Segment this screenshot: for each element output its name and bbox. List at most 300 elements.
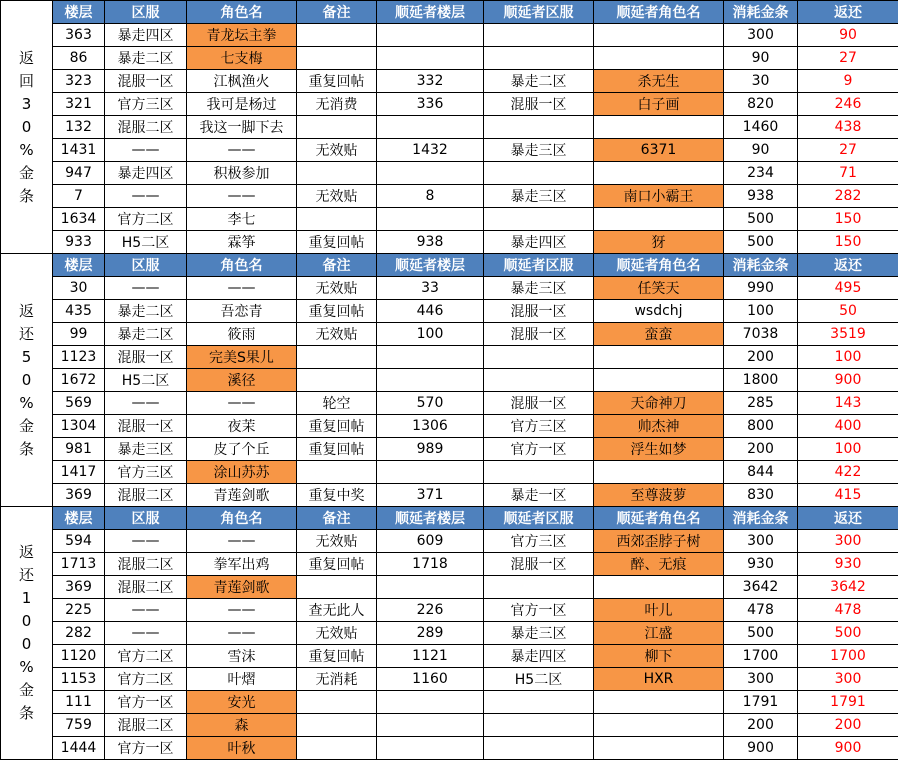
section-label-char: 5 <box>21 347 32 366</box>
floor-cell: 369 <box>53 576 105 599</box>
column-header: 区服 <box>105 254 187 277</box>
role-name-cell: 积极参加 <box>187 162 297 185</box>
table-row <box>1 346 898 369</box>
successor-name-cell: 犽 <box>594 231 724 254</box>
server-cell: 暴走二区 <box>105 300 187 323</box>
successor-server-cell <box>484 116 594 139</box>
header-row <box>1 1 898 24</box>
note-cell: 查无此人 <box>297 599 377 622</box>
return-cell: 478 <box>798 599 898 622</box>
server-cell: H5二区 <box>105 231 187 254</box>
server-cell: —— <box>105 185 187 208</box>
successor-floor-cell: 371 <box>377 484 484 507</box>
server-cell: 混服一区 <box>105 70 187 93</box>
role-name-cell: 霖筝 <box>187 231 297 254</box>
column-header: 区服 <box>105 507 187 530</box>
successor-floor-cell: 336 <box>377 93 484 116</box>
role-name-cell: 雪沫 <box>187 645 297 668</box>
section-label-char: 条 <box>18 186 34 205</box>
cost-cell: 478 <box>724 599 798 622</box>
successor-name-cell <box>594 47 724 70</box>
successor-server-cell: 官方三区 <box>484 415 594 438</box>
return-cell: 27 <box>798 139 898 162</box>
successor-name-cell: 任笑天 <box>594 277 724 300</box>
successor-floor-cell: 1160 <box>377 668 484 691</box>
successor-name-cell <box>594 576 724 599</box>
server-cell: 官方二区 <box>105 645 187 668</box>
successor-name-cell: 江盛 <box>594 622 724 645</box>
note-cell <box>297 461 377 484</box>
successor-name-cell: 杀无生 <box>594 70 724 93</box>
floor-cell: 225 <box>53 599 105 622</box>
cost-cell: 900 <box>724 737 798 760</box>
cost-cell: 200 <box>724 346 798 369</box>
server-cell: 暴走四区 <box>105 162 187 185</box>
role-name-cell: —— <box>187 185 297 208</box>
column-header: 返还 <box>798 1 898 24</box>
successor-floor-cell: 989 <box>377 438 484 461</box>
table-row <box>1 70 898 93</box>
successor-name-cell: 蛮蛮 <box>594 323 724 346</box>
successor-floor-cell: 570 <box>377 392 484 415</box>
return-cell: 150 <box>798 231 898 254</box>
successor-server-cell: 暴走三区 <box>484 277 594 300</box>
table-row <box>1 645 898 668</box>
return-cell: 143 <box>798 392 898 415</box>
return-cell: 246 <box>798 93 898 116</box>
return-cell: 282 <box>798 185 898 208</box>
successor-name-cell <box>594 162 724 185</box>
role-name-cell: 拳军出鸡 <box>187 553 297 576</box>
role-name-cell: 安光 <box>187 691 297 714</box>
column-header: 备注 <box>297 1 377 24</box>
table-row <box>1 47 898 70</box>
floor-cell: 99 <box>53 323 105 346</box>
table-row <box>1 231 898 254</box>
section-label-char: 0 <box>21 117 32 136</box>
successor-floor-cell: 100 <box>377 323 484 346</box>
floor-cell: 594 <box>53 530 105 553</box>
note-cell <box>297 47 377 70</box>
floor-cell: 132 <box>53 116 105 139</box>
column-header: 返还 <box>798 254 898 277</box>
role-name-cell: 我这一脚下去 <box>187 116 297 139</box>
successor-server-cell: 官方一区 <box>484 438 594 461</box>
section-label-char: 金 <box>18 681 34 699</box>
note-cell: 无效贴 <box>297 139 377 162</box>
successor-server-cell: 混服一区 <box>484 323 594 346</box>
server-cell: 官方二区 <box>105 208 187 231</box>
section-label-char: % <box>19 393 34 412</box>
role-name-cell: 江枫渔火 <box>187 70 297 93</box>
successor-floor-cell: 289 <box>377 622 484 645</box>
section-label-char: 0 <box>21 612 32 630</box>
successor-name-cell <box>594 714 724 737</box>
return-cell: 150 <box>798 208 898 231</box>
floor-cell: 1120 <box>53 645 105 668</box>
role-name-cell: 叶熠 <box>187 668 297 691</box>
role-name-cell: 皮了个丘 <box>187 438 297 461</box>
successor-floor-cell <box>377 208 484 231</box>
table-row <box>1 162 898 185</box>
column-header: 顺延者楼层 <box>377 1 484 24</box>
cost-cell: 300 <box>724 530 798 553</box>
floor-cell: 86 <box>53 47 105 70</box>
server-cell: —— <box>105 139 187 162</box>
floor-cell: 111 <box>53 691 105 714</box>
cost-cell: 300 <box>724 668 798 691</box>
successor-floor-cell <box>377 461 484 484</box>
column-header: 顺延者区服 <box>484 507 594 530</box>
table-row <box>1 208 898 231</box>
column-header: 区服 <box>105 1 187 24</box>
column-header: 楼层 <box>53 507 105 530</box>
successor-server-cell: 混服一区 <box>484 93 594 116</box>
note-cell <box>297 208 377 231</box>
successor-floor-cell <box>377 47 484 70</box>
successor-name-cell <box>594 208 724 231</box>
successor-server-cell <box>484 369 594 392</box>
role-name-cell: 吾恋青 <box>187 300 297 323</box>
column-header: 备注 <box>297 507 377 530</box>
successor-floor-cell: 33 <box>377 277 484 300</box>
floor-cell: 369 <box>53 484 105 507</box>
column-header: 角色名 <box>187 1 297 24</box>
section-label-text <box>1 47 52 208</box>
cost-cell: 830 <box>724 484 798 507</box>
floor-cell: 759 <box>53 714 105 737</box>
successor-server-cell <box>484 47 594 70</box>
role-name-cell: 夜茉 <box>187 415 297 438</box>
note-cell <box>297 24 377 47</box>
table-row <box>1 185 898 208</box>
successor-name-cell: 叶儿 <box>594 599 724 622</box>
section-label-char: 0 <box>21 370 32 389</box>
successor-name-cell <box>594 691 724 714</box>
successor-server-cell <box>484 24 594 47</box>
section-label-char: 0 <box>21 635 32 653</box>
cost-cell: 1460 <box>724 116 798 139</box>
note-cell: 重复回帖 <box>297 415 377 438</box>
column-header: 角色名 <box>187 507 297 530</box>
table-row <box>1 622 898 645</box>
return-cell: 438 <box>798 116 898 139</box>
cost-cell: 1700 <box>724 645 798 668</box>
return-cell: 400 <box>798 415 898 438</box>
note-cell: 无效贴 <box>297 277 377 300</box>
successor-name-cell <box>594 24 724 47</box>
cost-cell: 200 <box>724 714 798 737</box>
floor-cell: 282 <box>53 622 105 645</box>
successor-floor-cell <box>377 346 484 369</box>
role-name-cell: 筱雨 <box>187 323 297 346</box>
successor-server-cell: 混服一区 <box>484 300 594 323</box>
cost-cell: 800 <box>724 415 798 438</box>
section-label-char: 还 <box>18 324 34 343</box>
cost-cell: 1800 <box>724 369 798 392</box>
role-name-cell: —— <box>187 599 297 622</box>
successor-server-cell: 暴走三区 <box>484 185 594 208</box>
successor-server-cell <box>484 461 594 484</box>
successor-server-cell: 暴走三区 <box>484 139 594 162</box>
successor-server-cell: 官方三区 <box>484 530 594 553</box>
column-header: 顺延者角色名 <box>594 507 724 530</box>
note-cell: 无消费 <box>297 93 377 116</box>
server-cell: 暴走四区 <box>105 24 187 47</box>
server-cell: 官方三区 <box>105 93 187 116</box>
table-row <box>1 415 898 438</box>
floor-cell: 1417 <box>53 461 105 484</box>
successor-floor-cell: 938 <box>377 231 484 254</box>
successor-server-cell <box>484 714 594 737</box>
note-cell <box>297 737 377 760</box>
note-cell: 重复回帖 <box>297 300 377 323</box>
return-cell: 930 <box>798 553 898 576</box>
column-header: 楼层 <box>53 1 105 24</box>
table-row <box>1 668 898 691</box>
successor-server-cell <box>484 208 594 231</box>
note-cell <box>297 162 377 185</box>
floor-cell: 569 <box>53 392 105 415</box>
cost-cell: 200 <box>724 438 798 461</box>
table-row <box>1 461 898 484</box>
successor-server-cell: 暴走四区 <box>484 231 594 254</box>
column-header: 楼层 <box>53 254 105 277</box>
table-row <box>1 530 898 553</box>
return-cell: 900 <box>798 369 898 392</box>
section-label-char: 金 <box>18 416 34 435</box>
note-cell <box>297 714 377 737</box>
successor-server-cell <box>484 576 594 599</box>
server-cell: —— <box>105 599 187 622</box>
return-cell: 3519 <box>798 323 898 346</box>
cost-cell: 300 <box>724 24 798 47</box>
server-cell: 混服二区 <box>105 484 187 507</box>
successor-name-cell: 南口小霸王 <box>594 185 724 208</box>
floor-cell: 363 <box>53 24 105 47</box>
column-header: 顺延者楼层 <box>377 507 484 530</box>
successor-name-cell <box>594 346 724 369</box>
server-cell: 混服二区 <box>105 116 187 139</box>
floor-cell: 981 <box>53 438 105 461</box>
server-cell: 官方三区 <box>105 461 187 484</box>
return-cell: 415 <box>798 484 898 507</box>
table-row <box>1 392 898 415</box>
header-row <box>1 507 898 530</box>
role-name-cell: 森 <box>187 714 297 737</box>
return-cell: 200 <box>798 714 898 737</box>
server-cell: —— <box>105 392 187 415</box>
successor-name-cell <box>594 737 724 760</box>
table-row <box>1 116 898 139</box>
floor-cell: 933 <box>53 231 105 254</box>
return-cell: 1791 <box>798 691 898 714</box>
cost-cell: 1791 <box>724 691 798 714</box>
cost-cell: 500 <box>724 208 798 231</box>
table-row <box>1 323 898 346</box>
successor-floor-cell: 1121 <box>377 645 484 668</box>
column-header: 角色名 <box>187 254 297 277</box>
section-label-char: 3 <box>21 94 32 113</box>
role-name-cell: —— <box>187 277 297 300</box>
return-cell: 500 <box>798 622 898 645</box>
server-cell: 混服一区 <box>105 346 187 369</box>
successor-floor-cell: 226 <box>377 599 484 622</box>
note-cell <box>297 369 377 392</box>
return-cell: 90 <box>798 24 898 47</box>
floor-cell: 323 <box>53 70 105 93</box>
successor-name-cell: 浮生如梦 <box>594 438 724 461</box>
table-row <box>1 139 898 162</box>
table-row <box>1 24 898 47</box>
return-cell: 422 <box>798 461 898 484</box>
successor-floor-cell: 1718 <box>377 553 484 576</box>
section-label-char: % <box>19 140 34 159</box>
server-cell: —— <box>105 622 187 645</box>
server-cell: 官方一区 <box>105 691 187 714</box>
floor-cell: 30 <box>53 277 105 300</box>
role-name-cell: 青龙坛主拳 <box>187 24 297 47</box>
section-label-char: 条 <box>18 439 34 458</box>
role-name-cell: 我可是杨过 <box>187 93 297 116</box>
section-label-char: 回 <box>18 71 34 90</box>
role-name-cell: —— <box>187 392 297 415</box>
section-label-char: 还 <box>18 566 34 584</box>
return-cell: 50 <box>798 300 898 323</box>
server-cell: 混服二区 <box>105 714 187 737</box>
table-row <box>1 438 898 461</box>
section-label-char: % <box>19 658 34 676</box>
role-name-cell: 完美S果儿 <box>187 346 297 369</box>
server-cell: 暴走二区 <box>105 323 187 346</box>
section-label <box>1 507 53 760</box>
role-name-cell: —— <box>187 139 297 162</box>
successor-server-cell: 混服一区 <box>484 553 594 576</box>
table-row <box>1 553 898 576</box>
successor-server-cell: 暴走三区 <box>484 622 594 645</box>
successor-server-cell <box>484 691 594 714</box>
cost-cell: 3642 <box>724 576 798 599</box>
server-cell: —— <box>105 530 187 553</box>
section-label-char: 1 <box>21 589 32 607</box>
note-cell: 重复回帖 <box>297 70 377 93</box>
server-cell: 官方二区 <box>105 668 187 691</box>
successor-name-cell: HXR <box>594 668 724 691</box>
successor-name-cell <box>594 116 724 139</box>
floor-cell: 1153 <box>53 668 105 691</box>
successor-floor-cell: 1306 <box>377 415 484 438</box>
section-label-char: 返 <box>18 543 34 561</box>
return-cell: 9 <box>798 70 898 93</box>
role-name-cell: 溪径 <box>187 369 297 392</box>
cost-cell: 30 <box>724 70 798 93</box>
floor-cell: 947 <box>53 162 105 185</box>
cost-cell: 990 <box>724 277 798 300</box>
successor-name-cell: 醉、无痕 <box>594 553 724 576</box>
table-row <box>1 277 898 300</box>
floor-cell: 1444 <box>53 737 105 760</box>
successor-floor-cell: 609 <box>377 530 484 553</box>
return-cell: 27 <box>798 47 898 70</box>
note-cell: 重复回帖 <box>297 645 377 668</box>
note-cell: 轮空 <box>297 392 377 415</box>
successor-server-cell <box>484 162 594 185</box>
return-cell: 300 <box>798 668 898 691</box>
server-cell: 暴走二区 <box>105 47 187 70</box>
successor-server-cell: 暴走四区 <box>484 645 594 668</box>
role-name-cell: 叶秋 <box>187 737 297 760</box>
successor-name-cell: wsdchj <box>594 300 724 323</box>
note-cell <box>297 116 377 139</box>
note-cell <box>297 576 377 599</box>
table-row <box>1 691 898 714</box>
note-cell: 无效贴 <box>297 530 377 553</box>
successor-name-cell: 6371 <box>594 139 724 162</box>
successor-name-cell: 西郊歪脖子树 <box>594 530 724 553</box>
server-cell: 混服一区 <box>105 415 187 438</box>
table-row <box>1 369 898 392</box>
note-cell: 无效贴 <box>297 622 377 645</box>
column-header: 顺延者区服 <box>484 1 594 24</box>
successor-name-cell: 柳下 <box>594 645 724 668</box>
floor-cell: 1713 <box>53 553 105 576</box>
server-cell: 官方一区 <box>105 737 187 760</box>
successor-name-cell <box>594 461 724 484</box>
role-name-cell: 涂山苏苏 <box>187 461 297 484</box>
column-header: 备注 <box>297 254 377 277</box>
section-label-char: 返 <box>18 301 34 320</box>
section-label <box>1 254 53 507</box>
server-cell: 暴走三区 <box>105 438 187 461</box>
cost-cell: 7038 <box>724 323 798 346</box>
section-label <box>1 1 53 254</box>
successor-name-cell: 帅杰神 <box>594 415 724 438</box>
successor-floor-cell <box>377 691 484 714</box>
successor-server-cell: H5二区 <box>484 668 594 691</box>
successor-server-cell: 混服一区 <box>484 392 594 415</box>
floor-cell: 1672 <box>53 369 105 392</box>
cost-cell: 234 <box>724 162 798 185</box>
successor-name-cell: 白子画 <box>594 93 724 116</box>
role-name-cell: 青莲剑歌 <box>187 484 297 507</box>
floor-cell: 7 <box>53 185 105 208</box>
column-header: 消耗金条 <box>724 507 798 530</box>
successor-server-cell: 暴走二区 <box>484 70 594 93</box>
note-cell: 重复回帖 <box>297 553 377 576</box>
cost-cell: 820 <box>724 93 798 116</box>
note-cell: 重复回帖 <box>297 438 377 461</box>
successor-name-cell: 至尊菠萝 <box>594 484 724 507</box>
cost-cell: 90 <box>724 47 798 70</box>
floor-cell: 1634 <box>53 208 105 231</box>
column-header: 顺延者区服 <box>484 254 594 277</box>
note-cell: 无效贴 <box>297 185 377 208</box>
return-cell: 900 <box>798 737 898 760</box>
section-label-text <box>1 300 52 461</box>
floor-cell: 321 <box>53 93 105 116</box>
section-label-text <box>1 541 52 725</box>
note-cell: 重复回帖 <box>297 231 377 254</box>
return-cell: 495 <box>798 277 898 300</box>
section-label-char: 条 <box>18 704 34 722</box>
note-cell <box>297 346 377 369</box>
role-name-cell: 青莲剑歌 <box>187 576 297 599</box>
table-row <box>1 576 898 599</box>
note-cell: 重复中奖 <box>297 484 377 507</box>
column-header: 返还 <box>798 507 898 530</box>
note-cell <box>297 691 377 714</box>
successor-floor-cell: 332 <box>377 70 484 93</box>
